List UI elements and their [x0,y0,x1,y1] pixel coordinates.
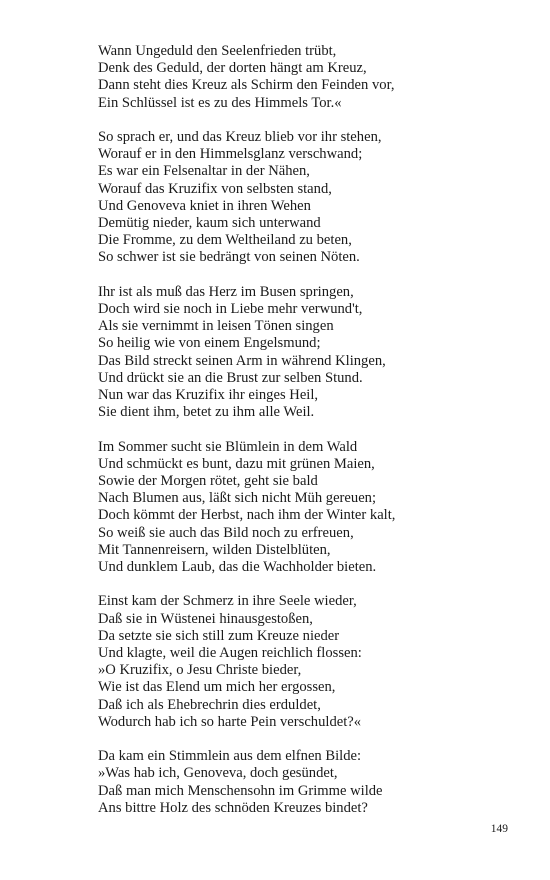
verse-line: Mit Tannenreisern, wilden Distelblüten, [98,541,331,558]
verse-line: Worauf das Kruzifix von selbsten stand, [98,180,332,197]
verse-line: Das Bild streckt seinen Arm in während Klingen, [98,352,386,369]
verse-line: So schwer ist sie bedrängt von seinen Nöten. [98,249,360,266]
verse-line: Die Fromme, zu dem Weltheiland zu beten, [98,232,352,249]
verse-line: »O Kruzifix, o Jesu Christe bieder, [98,662,302,679]
verse-line: Daß sie in Wüstenei hinausgestoßen, [98,610,313,627]
verse-line: So weiß sie auch das Bild noch zu erfreuen, [98,524,354,541]
verse-line: Als sie vernimmt in leisen Tönen singen [98,318,334,335]
verse-line: Und klagte, weil die Augen reichlich flossen: [98,645,362,662]
verse-line: Ihr ist als muß das Herz im Busen springen, [98,283,354,300]
verse-line: So sprach er, und das Kreuz blieb vor ihr stehen, [98,129,382,145]
verse-line: Wie ist das Elend um mich her ergossen, [98,679,336,696]
verse-line: Daß ich als Ehebrechrin dies erduldet, [98,696,321,713]
verse-line: Doch wird sie noch in Liebe mehr verwund't, [98,301,363,318]
verse-line: Wann Ungeduld den Seelenfrieden trübt, [98,43,337,59]
verse-line: »Was hab ich, Genoveva, doch gesündet, [98,765,338,782]
verse-line: Ans bittre Holz des schnöden Kreuzes bindet? [98,799,368,816]
stanza-5 [98,593,518,731]
verse-line: Doch kömmt der Herbst, nach ihm der Winter kalt, [98,507,396,524]
verse-line: Worauf er in den Himmelsglanz verschwand; [98,146,363,163]
verse-line: Daß man mich Menschensohn im Grimme wilde [98,782,383,799]
stanza-6 [98,748,518,817]
stanza-4 [98,439,518,577]
verse-line: Sie dient ihm, betet zu ihm alle Weil. [98,404,315,421]
verse-line: Demütig nieder, kaum sich unterwand [98,215,321,232]
verse-line: Und drückt sie an die Brust zur selben Stund. [98,369,363,386]
stanza-3 [98,284,518,422]
verse-line: Es war ein Felsenaltar in der Nähen, [98,163,310,180]
verse-line: Denk des Geduld, der dorten hängt am Kreuz, [98,60,367,77]
verse-line: Und dunklem Laub, das die Wachholder bieten. [98,559,377,576]
verse-line: Dann steht dies Kreuz als Schirm den Feinden vor, [98,77,395,94]
verse-line: Nun war das Kruzifix ihr einges Heil, [98,387,319,404]
verse-line: Einst kam der Schmerz in ihre Seele wieder, [98,593,357,610]
stanza-2 [98,129,518,267]
verse-line: Und Genoveva kniet in ihren Wehen [98,197,311,214]
verse-line: Sowie der Morgen rötet, geht sie bald [98,473,318,490]
page-number: 149 [490,823,508,835]
verse-line: Da setzte sie sich still zum Kreuze nieder [98,627,340,644]
verse-line: Da kam ein Stimmlein aus dem elfnen Bilde: [98,748,362,765]
verse-line: Und schmückt es bunt, dazu mit grünen Maien, [98,455,375,472]
verse-line: Im Sommer sucht sie Blümlein in dem Wald [98,438,358,455]
verse-line: So heilig wie von einem Engelsmund; [98,335,321,352]
stanza-1 [98,43,518,112]
verse-line: Wodurch hab ich so harte Pein verschuldet?« [98,713,362,730]
verse-line: Ein Schlüssel ist es zu des Himmels Tor.« [98,94,342,111]
poem-body [98,43,518,834]
verse-line: Nach Blumen aus, läßt sich nicht Müh gereuen; [98,490,377,507]
